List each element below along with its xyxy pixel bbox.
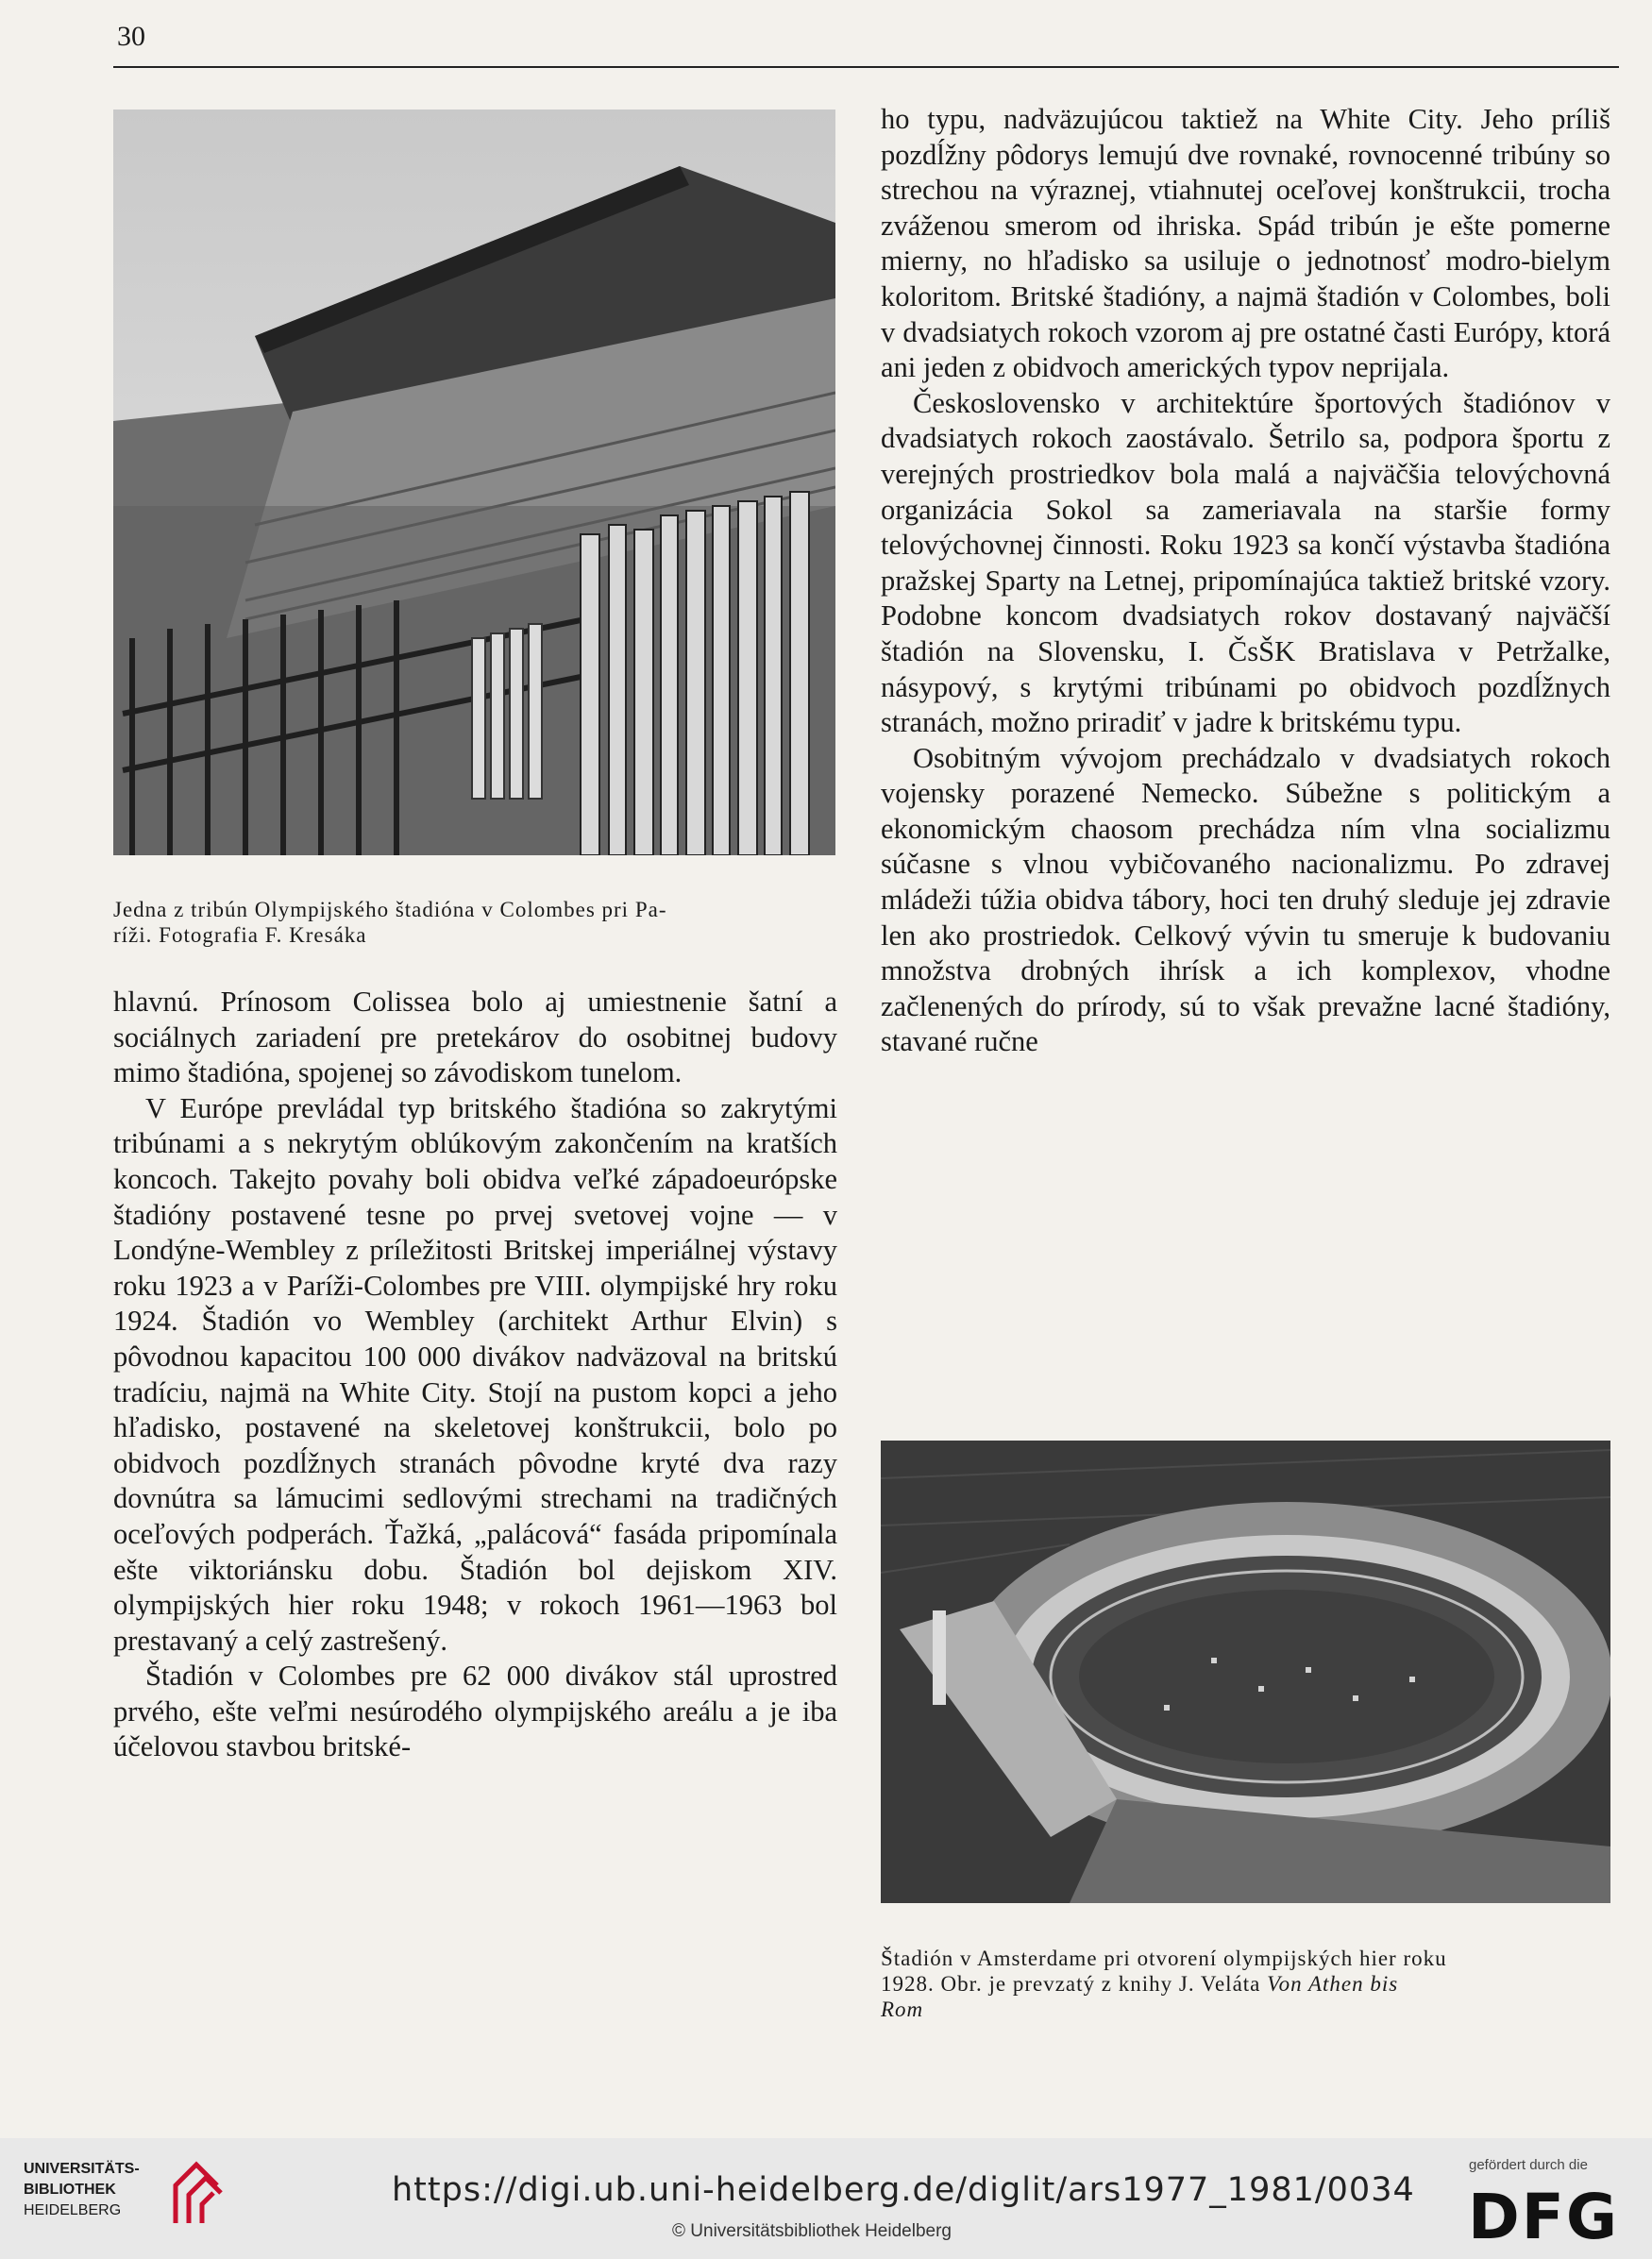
library-name-line-1: UNIVERSITÄTS- [24, 2161, 140, 2177]
library-logo[interactable] [24, 2159, 140, 2221]
page-number: 30 [117, 21, 145, 52]
footer-bar [0, 2138, 1652, 2259]
header-rule [113, 66, 1619, 68]
library-emblem-icon [168, 2157, 225, 2225]
copyright-notice: © Universitätsbibliothek Heidelberg [672, 2221, 952, 2241]
left-paragraph: hlavnú. Prínosom Colissea bolo aj umiestnenie šatní a sociálnych zariadení pre pretekárov do osobitnej budovy mimo štadióna, spojenej so závodiskom tunelom. [113, 986, 837, 1089]
figure-1-caption: Jedna z tribún Olympijského štadióna v Colombes pri Pa- ríži. Fotografia F. Kresáka [113, 898, 667, 947]
right-paragraph: Československo v architektúre športových štadiónov v dvadsiatych rokoch zaostávalo. Šetrilo sa, podpora športu z verejných prostriedkov bola malá a najväčšia telovýchovná organizácia Sokol sa zameriavala na staršie formy telovýchovnej činnosti. Roku 1923 sa končí výstavba štadióna pražskej Sparty na Letnej, pripomínajúca taktiež britské vzory. Podobne koncom dvadsiatych rokov dostavaný najväčší štadión na Slovensku, I. ČsŠK Bratislava v Petržalke, násypový, s krytými tribúnami po obidvoch pozdĺžnych stranách, možno priradiť v jadre k britskému typu. [881, 386, 1610, 739]
figure-2-caption [881, 1946, 1610, 2022]
right-paragraph: Osobitným vývojom prechádzalo v dvadsiatych rokoch vojensky porazené Nemecko. Súbežne s politickým a ekonomickým chaosom prechádza ním vlna socializmu súčasne s vlnou vybičovaného nacionalizmu. Po zdravej mládeži túžia obidva tábory, hoci ten druhý sleduje jej zdravie len ako prostriedok. Celkový vývin tu smeruje k budovaniu množstva drobných ihrísk a ich komplexov, vhodne začlenených do prírody, sú to však prevažne lacné štadióny, stavané ručne [881, 741, 1610, 1058]
funding-note: gefördert durch die [1469, 2157, 1588, 2173]
dfg-logo[interactable]: DFG [1468, 2181, 1620, 2253]
figure-2-caption-book-title: Von Athen bis Rom [881, 1972, 1399, 2021]
figure-2-caption-text: Štadión v Amsterdame pri otvorení olympijských hier roku 1928. Obr. je prevzatý z knihy J. Veláta [881, 1947, 1447, 1996]
grandstand-photo [113, 110, 835, 855]
left-paragraph: V Európe prevládal typ britského štadióna so zakrytými tribúnami a s nekrytým oblúkovým zakončením na kratších koncoch. Takejto povahy boli obidva veľké západoeurópske štadióny postavené tesne po prvej svetovej vojne — v Londýne-Wembley z príležitosti Britskej imperiálnej výstavy roku 1923 a v Paríži-Colombes pre VIII. olympijské hry roku 1924. Štadión vo Wembley (architekt Arthur Elvin) s pôvodnou kapacitou 100 000 divákov nadväzoval na britskú tradíciu, najmä na White City. Stojí na pustom kopci a jeho hľadisko, postavené na skeletovej konštrukcii, bolo po obidvoch pozdĺžnych stranách pôvodne kryté dva razy dovnútra sa lámucimi sedlovými strechami na tradičných oceľových podperách. Ťažká, „palácová“ fasáda pripomínala ešte viktoriánsku dobu. Štadión bol dejiskom XIV. olympijských hier roku 1948; v rokoch 1961—1963 bol prestavaný a celý zastrešený. [113, 1091, 837, 1657]
permalink-url[interactable]: https://digi.ub.uni-heidelberg.de/diglit/ars1977_1981/0034 [392, 2171, 1415, 2209]
amsterdam-stadium-photo [881, 1441, 1610, 1903]
library-name-line-2: BIBLIOTHEK [24, 2182, 116, 2198]
left-paragraph: Štadión v Colombes pre 62 000 divákov stál uprostred prvého, ešte veľmi nesúrodého olympijského areálu a je iba účelovou stavbou britské- [113, 1660, 837, 1763]
library-name-line-3: HEIDELBERG [24, 2202, 122, 2218]
left-column [113, 985, 837, 1765]
right-paragraph: ho typu, nadväzujúcou taktiež na White City. Jeho príliš pozdĺžny pôdorys lemujú dve rovnaké, rovnocenné tribúny so strechou na výraznej, vtiahnutej oceľovej konštrukcii, trocha zváženou smerom od ihriska. Spád tribún je ešte pomerne mierny, no hľadisko sa usiluje o jednotnosť modro-bielym koloritom. Britské štadióny, a najmä štadión v Colombes, boli v dvadsiatych rokoch vzorom aj pre ostatné časti Európy, ktorá ani jeden z obidvoch amerických typov neprijala. [881, 103, 1610, 384]
right-column [881, 102, 1610, 1060]
